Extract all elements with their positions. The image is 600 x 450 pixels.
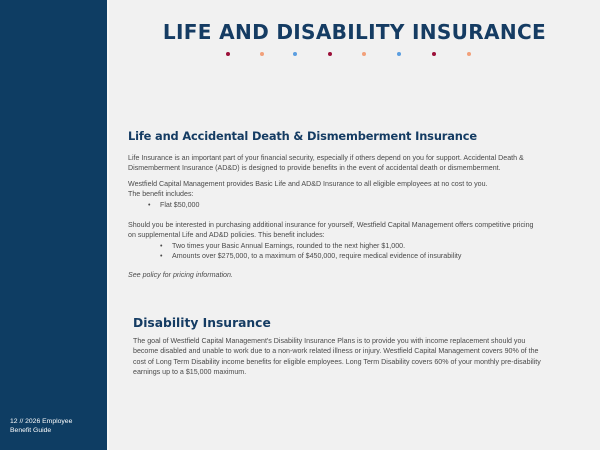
decorative-dot-icon bbox=[397, 52, 401, 56]
life-section-heading: Life and Accidental Death & Dismemberment Insurance bbox=[128, 129, 477, 143]
pricing-note: See policy for pricing information. bbox=[128, 271, 233, 279]
decorative-dot-icon bbox=[328, 52, 332, 56]
decorative-dot-icon bbox=[226, 52, 230, 56]
decorative-dot-icon bbox=[432, 52, 436, 56]
supplemental-line: Should you be interested in purchasing additional insurance for yourself, Westfield Capital Management offers competitive pricing bbox=[128, 221, 534, 229]
basic-life-line: The benefit includes: bbox=[128, 190, 194, 199]
decorative-dot-icon bbox=[293, 52, 297, 56]
sidebar-divider bbox=[107, 0, 109, 450]
life-intro-line: Life Insurance is an important part of your financial security, especially if others depend on you for support. Accidental Death & bbox=[128, 154, 524, 162]
basic-benefit-list bbox=[148, 200, 588, 210]
disability-line: The goal of Westfield Capital Management's Disability Insurance Plans is to provide you with income replacement should you bbox=[133, 337, 526, 345]
decorative-dot-icon bbox=[362, 52, 366, 56]
supplemental-benefit-list bbox=[160, 241, 588, 262]
decorative-dot-icon bbox=[260, 52, 264, 56]
list-item: • Two times your Basic Annual Earnings, rounded to the next higher $1,000. bbox=[160, 241, 588, 251]
disability-paragraph bbox=[133, 336, 588, 377]
disability-line: become disabled and unable to work due to a non-work related illness or injury. Westfield Capital Management covers 90% of the bbox=[133, 347, 539, 356]
decorative-dot-icon bbox=[467, 52, 471, 56]
list-item: • Amounts over $275,000, to a maximum of $450,000, require medical evidence of insurability bbox=[160, 251, 588, 261]
life-intro-line: Dismemberment Insurance (AD&D) is designed to provide benefits in the event of accidental death or dismemberment. bbox=[128, 164, 501, 173]
disability-line: cost of Long Term Disability income benefits for eligible employees. Long Term Disability covers 60% of your monthly pre-disability bbox=[133, 357, 541, 366]
supplemental-line: on supplemental Life and AD&D policies. This benefit includes: bbox=[128, 231, 325, 240]
basic-life-line: Westfield Capital Management provides Basic Life and AD&D Insurance to all eligible employees at no cost to you. bbox=[128, 180, 488, 188]
footer-page-number: 12 // 2026 Employee bbox=[10, 418, 73, 425]
disability-line: earnings up to a $15,000 maximum. bbox=[133, 367, 247, 376]
supplemental-life-paragraph bbox=[128, 220, 588, 261]
life-intro-paragraph bbox=[128, 153, 588, 174]
page-footer bbox=[10, 417, 100, 435]
disability-section-heading: Disability Insurance bbox=[133, 316, 271, 330]
decorative-dots bbox=[0, 52, 600, 57]
sidebar bbox=[0, 0, 107, 450]
footer-guide-name: Benefit Guide bbox=[10, 427, 52, 434]
page-title: LIFE AND DISABILITY INSURANCE bbox=[162, 20, 547, 44]
basic-life-paragraph bbox=[128, 179, 588, 210]
list-item: • Flat $50,000 bbox=[148, 200, 588, 210]
